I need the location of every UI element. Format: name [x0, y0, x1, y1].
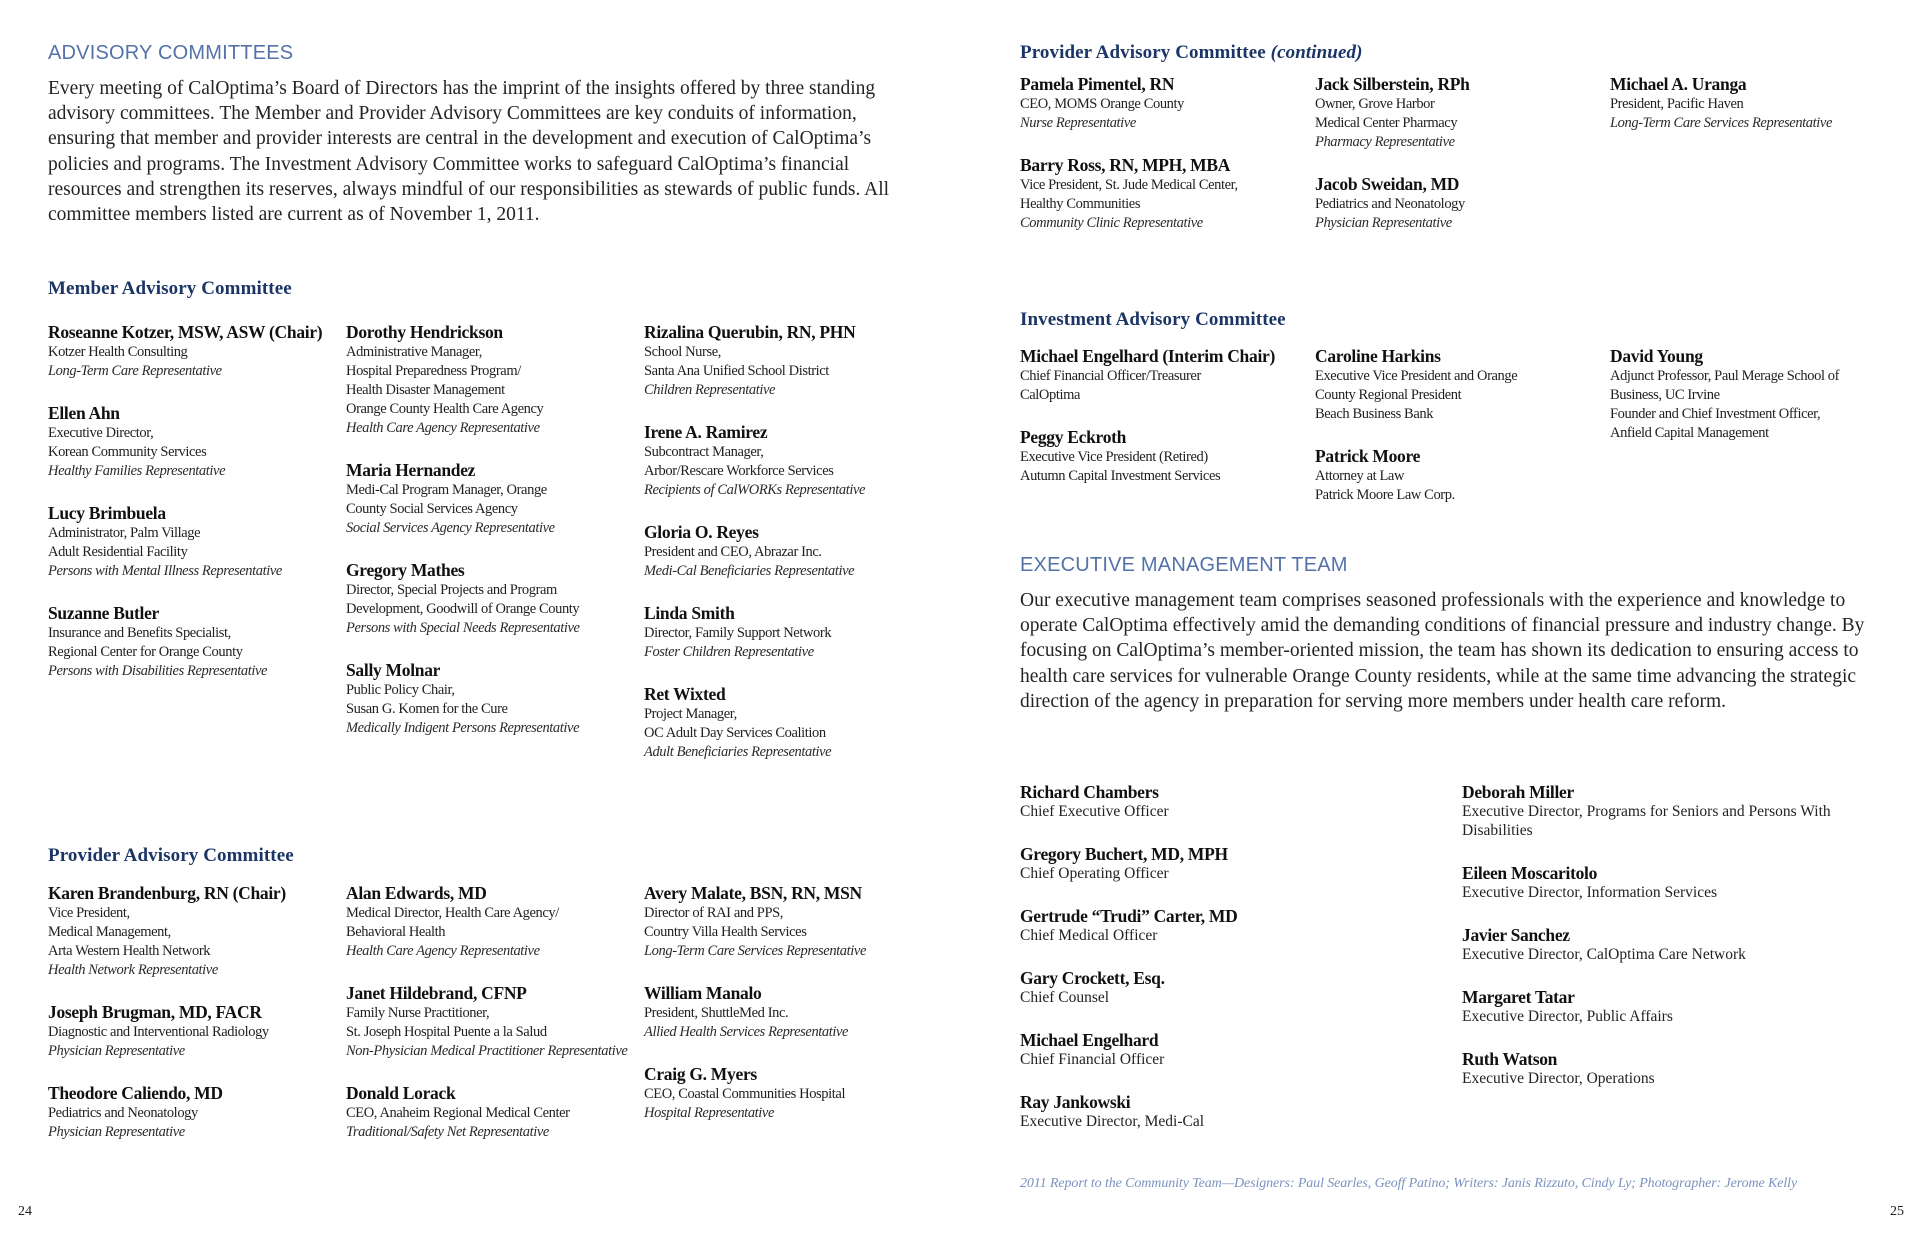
- executive-name: Deborah Miller: [1462, 782, 1574, 802]
- member-affiliation-line: Development, Goodwill of Orange County: [346, 601, 580, 617]
- member-affiliation-line: Autumn Capital Investment Services: [1020, 468, 1221, 484]
- member-name: Alan Edwards, MD: [346, 883, 487, 903]
- member-affiliation-line: School Nurse,: [644, 344, 721, 360]
- member-affiliation-line: Health Disaster Management: [346, 382, 505, 398]
- member-representative-role: Physician Representative: [1315, 215, 1452, 231]
- member-affiliation-line: Administrator, Palm Village: [48, 525, 201, 541]
- committee-member: [346, 460, 644, 538]
- member-name: Jack Silberstein, RPh: [1315, 74, 1470, 94]
- member-name: Karen Brandenburg, RN (Chair): [48, 883, 286, 903]
- member-affiliation-line: Executive Vice President (Retired): [1020, 449, 1208, 465]
- member-representative-role: Recipients of CalWORKs Representative: [644, 482, 866, 498]
- advisory-committees-heading: ADVISORY COMMITTEES: [48, 42, 294, 64]
- member-representative-role: Hospital Representative: [644, 1105, 774, 1121]
- member-name: Craig G. Myers: [644, 1064, 757, 1084]
- member-name: Gregory Mathes: [346, 560, 465, 580]
- committee-column: [48, 322, 346, 784]
- executive-name: Ray Jankowski: [1020, 1092, 1131, 1112]
- member-representative-role: Social Services Agency Representative: [346, 520, 555, 536]
- member-representative-role: Nurse Representative: [1020, 115, 1136, 131]
- executive-title: Executive Director, Public Affairs: [1462, 1008, 1673, 1025]
- member-representative-role: Long-Term Care Services Representative: [1610, 115, 1832, 131]
- committee-member: [1315, 346, 1610, 424]
- executive-title: Executive Director, Information Services: [1462, 884, 1718, 901]
- committee-column: [1610, 346, 1880, 527]
- executive-title: Chief Financial Officer: [1020, 1051, 1165, 1068]
- committee-column: [1315, 74, 1610, 255]
- committee-column: [644, 883, 914, 1164]
- member-affiliation-line: Kotzer Health Consulting: [48, 344, 188, 360]
- member-affiliation-line: Susan G. Komen for the Cure: [346, 701, 508, 717]
- executive-title: Executive Director, Operations: [1462, 1070, 1655, 1087]
- committee-member: [1610, 74, 1870, 133]
- member-name: Peggy Eckroth: [1020, 427, 1127, 447]
- executive-member: [1020, 906, 1462, 945]
- member-representative-role: Children Representative: [644, 382, 776, 398]
- committee-member: [48, 603, 346, 681]
- member-representative-role: Persons with Disabilities Representative: [48, 663, 268, 679]
- investment-committee-grid: [1020, 346, 1880, 527]
- executive-member: [1020, 782, 1462, 821]
- executive-member: [1462, 782, 1880, 840]
- member-affiliation-line: Executive Vice President and Orange: [1315, 368, 1518, 384]
- executive-name: Richard Chambers: [1020, 782, 1159, 802]
- committee-member: [346, 883, 644, 961]
- committee-column: [346, 883, 644, 1164]
- committee-member: [644, 684, 914, 762]
- executive-title: Chief Executive Officer: [1020, 803, 1169, 820]
- committee-column: [644, 322, 914, 784]
- committee-member: [1315, 74, 1610, 152]
- provider-continued-title: Provider Advisory Committee: [1020, 42, 1266, 63]
- committee-column: [1020, 74, 1315, 255]
- member-affiliation-line: Beach Business Bank: [1315, 406, 1434, 422]
- executive-column: [1020, 782, 1462, 1154]
- committee-member: [48, 1002, 346, 1061]
- committee-column: [1020, 346, 1315, 527]
- member-affiliation-line: Regional Center for Orange County: [48, 644, 243, 660]
- member-representative-role: Physician Representative: [48, 1124, 185, 1140]
- member-affiliation-line: Arbor/Rescare Workforce Services: [644, 463, 834, 479]
- provider-continued-grid: [1020, 74, 1870, 255]
- member-representative-role: Medi-Cal Beneficiaries Representative: [644, 563, 855, 579]
- executive-name: Michael Engelhard: [1020, 1030, 1159, 1050]
- member-name: Gloria O. Reyes: [644, 522, 759, 542]
- member-name: William Manalo: [644, 983, 762, 1003]
- committee-column: [48, 883, 346, 1164]
- committee-member: [644, 1064, 914, 1123]
- committee-member: [644, 883, 914, 961]
- report-credits: 2011 Report to the Community Team—Designers: Paul Searles, Geoff Patino; Writers: Janis Rizzuto, Cindy Ly; Photographer: Jerome Kelly: [1020, 1176, 1798, 1191]
- member-affiliation-line: Founder and Chief Investment Officer,: [1610, 406, 1821, 422]
- member-affiliation-line: Hospital Preparedness Program/: [346, 363, 521, 379]
- member-name: Pamela Pimentel, RN: [1020, 74, 1175, 94]
- member-name: Michael A. Uranga: [1610, 74, 1747, 94]
- member-affiliation-line: Administrative Manager,: [346, 344, 482, 360]
- member-affiliation-line: Arta Western Health Network: [48, 943, 211, 959]
- member-affiliation-line: Director, Special Projects and Program: [346, 582, 557, 598]
- member-affiliation-line: Chief Financial Officer/Treasurer: [1020, 368, 1201, 384]
- member-affiliation-line: President, ShuttleMed Inc.: [644, 1005, 789, 1021]
- member-affiliation-line: Medical Director, Health Care Agency/: [346, 905, 559, 921]
- executive-member: [1462, 863, 1880, 902]
- member-affiliation-line: Orange County Health Care Agency: [346, 401, 544, 417]
- committee-member: [48, 403, 346, 481]
- member-affiliation-line: CEO, Anaheim Regional Medical Center: [346, 1105, 570, 1121]
- executive-name: Gertrude “Trudi” Carter, MD: [1020, 906, 1238, 926]
- executive-name: Ruth Watson: [1462, 1049, 1558, 1069]
- committee-member: [48, 503, 346, 581]
- committee-member: [1020, 155, 1315, 233]
- member-affiliation-line: County Social Services Agency: [346, 501, 518, 517]
- member-name: Dorothy Hendrickson: [346, 322, 503, 342]
- member-affiliation-line: Family Nurse Practitioner,: [346, 1005, 490, 1021]
- member-affiliation-line: OC Adult Day Services Coalition: [644, 725, 826, 741]
- member-name: Michael Engelhard (Interim Chair): [1020, 346, 1276, 366]
- member-affiliation-line: Public Policy Chair,: [346, 682, 455, 698]
- executive-title: Chief Counsel: [1020, 989, 1110, 1006]
- member-affiliation-line: Anfield Capital Management: [1610, 425, 1769, 441]
- member-affiliation-line: Country Villa Health Services: [644, 924, 807, 940]
- member-affiliation-line: Medi-Cal Program Manager, Orange: [346, 482, 547, 498]
- committee-member: [1020, 74, 1315, 133]
- member-name: David Young: [1610, 346, 1703, 366]
- executive-title: Executive Director, Medi-Cal: [1020, 1113, 1205, 1130]
- member-representative-role: Long-Term Care Representative: [48, 363, 222, 379]
- member-representative-role: Community Clinic Representative: [1020, 215, 1203, 231]
- executive-member: [1020, 968, 1462, 1007]
- member-name: Barry Ross, RN, MPH, MBA: [1020, 155, 1231, 175]
- member-affiliation-line: Business, UC Irvine: [1610, 387, 1720, 403]
- member-name: Irene A. Ramirez: [644, 422, 768, 442]
- committee-column: [1315, 346, 1610, 527]
- committee-member: [644, 983, 914, 1042]
- member-representative-role: Pharmacy Representative: [1315, 134, 1455, 150]
- member-affiliation-line: Korean Community Services: [48, 444, 207, 460]
- member-affiliation-line: Executive Director,: [48, 425, 154, 441]
- executive-column: [1462, 782, 1880, 1154]
- member-representative-role: Adult Beneficiaries Representative: [644, 744, 832, 760]
- member-affiliation-line: Project Manager,: [644, 706, 737, 722]
- executive-title: Executive Director, Programs for Seniors and Persons With Disabilities: [1462, 803, 1831, 839]
- member-name: Ellen Ahn: [48, 403, 120, 423]
- member-affiliation-line: Insurance and Benefits Specialist,: [48, 625, 231, 641]
- member-name: Roseanne Kotzer, MSW, ASW (Chair): [48, 322, 323, 342]
- member-name: Theodore Caliendo, MD: [48, 1083, 223, 1103]
- member-name: Suzanne Butler: [48, 603, 160, 623]
- member-affiliation-line: County Regional President: [1315, 387, 1462, 403]
- provider-continued-heading: [1020, 42, 1363, 64]
- committee-member: [644, 422, 914, 500]
- member-representative-role: Healthy Families Representative: [48, 463, 226, 479]
- member-name: Rizalina Querubin, RN, PHN: [644, 322, 856, 342]
- executive-name: Javier Sanchez: [1462, 925, 1570, 945]
- executive-member: [1462, 1049, 1880, 1088]
- member-affiliation-line: Attorney at Law: [1315, 468, 1405, 484]
- executive-intro-paragraph: Our executive management team comprises seasoned professionals with the experience and knowledge to operate CalOptima effectively amid the demanding conditions of financial pressure and industry change. By focusing on CalOptima’s member-oriented mission, the team has shown its dedication to ensuring access to health care services for vulnerable Orange County residents, while at the same time advancing the strategic direction of the agency in preparation for serving more members under health care reform.: [1020, 590, 1865, 712]
- committee-column: [346, 322, 644, 784]
- committee-member: [346, 560, 644, 638]
- member-name: Ret Wixted: [644, 684, 726, 704]
- executive-name: Gary Crockett, Esq.: [1020, 968, 1165, 988]
- committee-member: [48, 883, 346, 980]
- committee-member: [1315, 174, 1610, 233]
- member-affiliation-line: Healthy Communities: [1020, 196, 1141, 212]
- member-affiliation-line: Director, Family Support Network: [644, 625, 832, 641]
- member-name: Jacob Sweidan, MD: [1315, 174, 1460, 194]
- member-representative-role: Persons with Special Needs Representative: [346, 620, 580, 636]
- member-name: Maria Hernandez: [346, 460, 476, 480]
- member-affiliation-line: Patrick Moore Law Corp.: [1315, 487, 1455, 503]
- continued-label: (continued): [1270, 42, 1363, 63]
- executive-member: [1020, 1030, 1462, 1069]
- member-name: Caroline Harkins: [1315, 346, 1441, 366]
- member-affiliation-line: St. Joseph Hospital Puente a la Salud: [346, 1024, 547, 1040]
- member-affiliation-line: President, Pacific Haven: [1610, 96, 1744, 112]
- member-affiliation-line: CalOptima: [1020, 387, 1081, 403]
- member-affiliation-line: CEO, MOMS Orange County: [1020, 96, 1184, 112]
- executive-member: [1020, 1092, 1462, 1131]
- executive-member: [1462, 925, 1880, 964]
- page-number-left: 24: [18, 1204, 32, 1219]
- member-affiliation-line: Owner, Grove Harbor: [1315, 96, 1435, 112]
- advisory-intro-paragraph: Every meeting of CalOptima’s Board of Directors has the imprint of the insights offered by three standing advisory committees. The Member and Provider Advisory Committees are key conduits of information, ensuring that member and provider interests are central in the development and execution of CalOptima’s policies and programs. The Investment Advisory Committee works to safeguard CalOptima’s financial resources and strengthen its reserves, always mindful of our responsibilities as stewards of public funds. All committee members listed are current as of November 1, 2011.: [48, 78, 890, 226]
- provider-committee-grid: [48, 883, 914, 1164]
- member-name: Janet Hildebrand, CFNP: [346, 983, 527, 1003]
- member-affiliation-line: Vice President,: [48, 905, 130, 921]
- member-representative-role: Physician Representative: [48, 1043, 185, 1059]
- member-affiliation-line: Pediatrics and Neonatology: [48, 1105, 198, 1121]
- member-representative-role: Health Care Agency Representative: [346, 943, 540, 959]
- executive-team-grid: [1020, 782, 1880, 1154]
- executive-title: Executive Director, CalOptima Care Network: [1462, 946, 1746, 963]
- member-name: Lucy Brimbuela: [48, 503, 166, 523]
- executive-member: [1020, 844, 1462, 883]
- committee-member: [1610, 346, 1880, 443]
- member-committee-grid: [48, 322, 914, 784]
- member-name: Sally Molnar: [346, 660, 441, 680]
- executive-member: [1462, 987, 1880, 1026]
- committee-member: [644, 603, 914, 662]
- member-affiliation-line: Medical Management,: [48, 924, 171, 940]
- member-name: Donald Lorack: [346, 1083, 456, 1103]
- member-name: Avery Malate, BSN, RN, MSN: [644, 883, 862, 903]
- executive-title: Chief Medical Officer: [1020, 927, 1158, 944]
- member-affiliation-line: Vice President, St. Jude Medical Center,: [1020, 177, 1238, 193]
- member-representative-role: Health Care Agency Representative: [346, 420, 540, 436]
- member-affiliation-line: Santa Ana Unified School District: [644, 363, 829, 379]
- member-name: Joseph Brugman, MD, FACR: [48, 1002, 262, 1022]
- member-affiliation-line: Pediatrics and Neonatology: [1315, 196, 1465, 212]
- committee-member: [1020, 427, 1315, 486]
- member-representative-role: Non-Physician Medical Practitioner Representative: [346, 1043, 628, 1059]
- executive-name: Gregory Buchert, MD, MPH: [1020, 844, 1228, 864]
- committee-column: [1610, 74, 1870, 255]
- executive-title: Chief Operating Officer: [1020, 865, 1169, 882]
- investment-committee-heading: Investment Advisory Committee: [1020, 309, 1286, 330]
- member-affiliation-line: Adult Residential Facility: [48, 544, 188, 560]
- committee-member: [48, 322, 346, 381]
- member-name: Linda Smith: [644, 603, 735, 623]
- member-affiliation-line: Adjunct Professor, Paul Merage School of: [1610, 368, 1840, 384]
- committee-member: [346, 322, 644, 438]
- executive-team-heading: EXECUTIVE MANAGEMENT TEAM: [1020, 554, 1348, 576]
- committee-member: [346, 983, 644, 1061]
- member-affiliation-line: Diagnostic and Interventional Radiology: [48, 1024, 269, 1040]
- committee-member: [48, 1083, 346, 1142]
- member-representative-role: Traditional/Safety Net Representative: [346, 1124, 549, 1140]
- committee-member: [644, 522, 914, 581]
- executive-name: Margaret Tatar: [1462, 987, 1575, 1007]
- member-representative-role: Health Network Representative: [48, 962, 218, 978]
- member-affiliation-line: Medical Center Pharmacy: [1315, 115, 1458, 131]
- member-representative-role: Allied Health Services Representative: [644, 1024, 849, 1040]
- executive-name: Eileen Moscaritolo: [1462, 863, 1598, 883]
- committee-member: [1020, 346, 1315, 405]
- committee-member: [346, 1083, 644, 1142]
- committee-member: [644, 322, 914, 400]
- member-committee-heading: Member Advisory Committee: [48, 278, 292, 299]
- member-affiliation-line: Behavioral Health: [346, 924, 446, 940]
- page-number-right: 25: [1890, 1204, 1904, 1219]
- member-representative-role: Persons with Mental Illness Representative: [48, 563, 282, 579]
- member-representative-role: Medically Indigent Persons Representative: [346, 720, 580, 736]
- member-affiliation-line: President and CEO, Abrazar Inc.: [644, 544, 822, 560]
- committee-member: [1315, 446, 1610, 505]
- provider-committee-heading: Provider Advisory Committee: [48, 845, 294, 866]
- member-representative-role: Long-Term Care Services Representative: [644, 943, 866, 959]
- member-affiliation-line: Director of RAI and PPS,: [644, 905, 784, 921]
- member-affiliation-line: Subcontract Manager,: [644, 444, 764, 460]
- member-affiliation-line: CEO, Coastal Communities Hospital: [644, 1086, 846, 1102]
- member-representative-role: Foster Children Representative: [644, 644, 814, 660]
- committee-member: [346, 660, 644, 738]
- member-name: Patrick Moore: [1315, 446, 1421, 466]
